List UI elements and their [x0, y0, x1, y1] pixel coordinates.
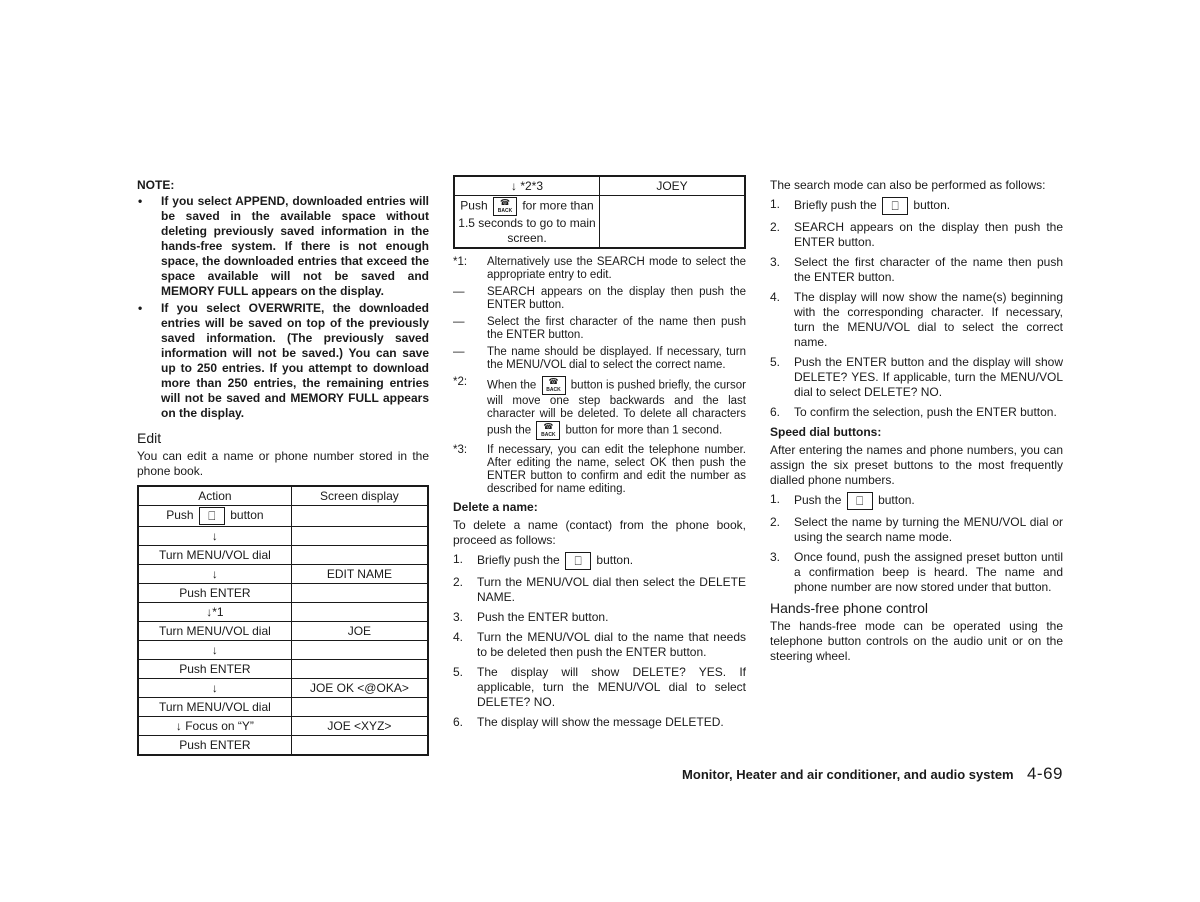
display-cell: JOE: [291, 622, 427, 641]
display-cell: [291, 527, 427, 546]
edit-intro: You can edit a name or phone number stored in the phone book.: [137, 449, 429, 478]
search-intro: The search mode can also be performed as follows:: [770, 178, 1046, 192]
action-cell: ↓ Focus on “Y”: [139, 717, 292, 736]
list-item: 5. Push the ENTER button and the display will show DELETE? YES. If applicable, turn the MENU/VOL dial to select DELETE? NO.: [770, 355, 1063, 399]
action-cell: Turn MENU/VOL dial: [139, 698, 292, 717]
display-cell: JOEY: [600, 177, 745, 196]
footnote: — SEARCH appears on the display then push the ENTER button.: [453, 286, 746, 311]
list-item: 2. Turn the MENU/VOL dial then select the DELETE NAME.: [453, 575, 746, 604]
table-row: [139, 679, 428, 698]
action-cell: Turn MENU/VOL dial: [139, 546, 292, 565]
left-column: [137, 178, 429, 756]
display-cell: [291, 546, 427, 565]
edit-heading: Edit: [137, 430, 162, 446]
display-cell: JOE OK <@OKA>: [291, 679, 427, 698]
handsfree-text: The hands-free mode can be operated using the telephone button controls on the audio unit or on the steering wheel.: [770, 619, 1063, 663]
search-steps: [770, 197, 1063, 420]
phonebook-icon: ⎕: [847, 492, 873, 510]
display-cell: [291, 698, 427, 717]
display-cell: [291, 736, 427, 755]
table-row: [455, 177, 745, 196]
col-header-action: Action: [139, 487, 292, 506]
note-list: [137, 194, 429, 421]
speed-dial-intro: After entering the names and phone numbers, you can assign the six preset buttons to the most frequently dialled phone numbers.: [770, 443, 1063, 487]
action-cell: ↓: [139, 641, 292, 660]
section-title: Monitor, Heater and air conditioner, and audio system: [682, 767, 1014, 782]
footnotes: [453, 256, 746, 496]
table-row: [139, 527, 428, 546]
list-item: 1. Briefly push the ⎕ button.: [453, 552, 634, 568]
bullet-icon: •: [138, 301, 143, 315]
table-row: [139, 717, 428, 736]
display-cell: [291, 641, 427, 660]
footnote: — Select the first character of the name then push the ENTER button.: [453, 316, 746, 341]
right-column: [770, 178, 1063, 664]
action-cell: ↓: [139, 565, 292, 584]
edit-table: [137, 485, 429, 756]
action-cell: ↓: [139, 679, 292, 698]
action-cell: ↓: [139, 527, 292, 546]
table-row: [455, 196, 745, 248]
table-row: [139, 736, 428, 755]
action-cell: Push ENTER: [139, 660, 292, 679]
table-header-row: [139, 487, 428, 506]
handsfree-heading: Hands-free phone control: [770, 600, 928, 616]
table-row: [139, 565, 428, 584]
middle-column: [453, 178, 746, 735]
list-item: 5. The display will show DELETE? YES. If applicable, turn the MENU/VOL dial to select DELETE? NO.: [453, 665, 746, 709]
phonebook-icon: ⎕: [199, 507, 225, 525]
list-item: 1. Briefly push the ⎕ button.: [770, 197, 951, 213]
action-cell: Push ENTER: [139, 584, 292, 603]
list-item: 3. Once found, push the assigned preset button until a confirmation beep is heard. The name and phone number are now stored under that button.: [770, 550, 1063, 594]
action-cell: Push ⎕ button: [139, 506, 292, 527]
table-row: [139, 622, 428, 641]
back-button-icon: ☎ BACK: [493, 197, 517, 216]
display-cell: [291, 506, 427, 527]
note-item: • If you select APPEND, downloaded entries will be saved in the available space without deleting previously saved information in the hands-free system. If there is not enough space, the downloaded entries that exceed the space available will not be saved and MEMORY FULL appears on the display.: [138, 194, 429, 298]
edit-table-continued: [453, 175, 746, 249]
display-cell: [291, 603, 427, 622]
list-item: 4. The display will now show the name(s) beginning with the corresponding character. If necessary, turn the MENU/VOL dial to select the correct name.: [770, 290, 1063, 349]
action-cell: Turn MENU/VOL dial: [139, 622, 292, 641]
delete-heading: Delete a name:: [453, 500, 538, 514]
list-item: 3. Select the first character of the name then push the ENTER button.: [770, 255, 1063, 284]
phonebook-icon: ⎕: [882, 197, 908, 215]
back-button-icon: ☎ BACK: [536, 421, 560, 440]
back-button-icon: ☎ BACK: [542, 376, 566, 395]
col-header-display: Screen display: [291, 487, 427, 506]
list-item: 6. To confirm the selection, push the ENTER button.: [770, 405, 1057, 419]
speed-dial-heading: Speed dial buttons:: [770, 425, 882, 439]
table-row: [139, 698, 428, 717]
note-item: • If you select OVERWRITE, the downloaded entries will be saved on top of the previously saved information. (The previously saved information will not be saved.) You can save up to 250 entries. If you attempt to download more than 250 entries, the remaining entries will not be saved and MEMORY FULL appears on the display.: [138, 301, 429, 420]
action-cell: Push ☎ BACK for more than 1.5 seconds to go to main screen.: [455, 196, 600, 248]
list-item: 1. Push the ⎕ button.: [770, 492, 915, 508]
display-cell: [291, 660, 427, 679]
table-row: [139, 660, 428, 679]
display-cell: EDIT NAME: [291, 565, 427, 584]
footnote: — The name should be displayed. If necessary, turn the MENU/VOL dial to select the correct name.: [453, 346, 746, 371]
footnote: *2: When the ☎ BACK button is pushed briefly, the cursor will move one step backwards and the last character will be deleted. To delete all characters push the ☎ BACK button for more than 1 second.: [453, 376, 746, 438]
display-cell: [291, 584, 427, 603]
delete-steps: [453, 552, 746, 730]
table-row: [139, 506, 428, 527]
list-item: 2. Select the name by turning the MENU/VOL dial or using the search name mode.: [770, 515, 1063, 544]
list-item: 2. SEARCH appears on the display then push the ENTER button.: [770, 220, 1063, 249]
display-cell: [600, 196, 745, 248]
page-footer: [682, 766, 1063, 783]
list-item: 4. Turn the MENU/VOL dial to the name that needs to be deleted then push the ENTER button.: [453, 630, 746, 659]
action-cell: ↓*1: [139, 603, 292, 622]
delete-intro: To delete a name (contact) from the phone book, proceed as follows:: [453, 518, 746, 547]
speed-dial-steps: [770, 492, 1063, 595]
list-item: 6. The display will show the message DELETED.: [453, 715, 724, 729]
note-label: NOTE:: [137, 178, 175, 192]
phonebook-icon: ⎕: [565, 552, 591, 570]
table-row: [139, 546, 428, 565]
footnote: *1: Alternatively use the SEARCH mode to select the appropriate entry to edit.: [453, 256, 746, 281]
action-cell: Push ENTER: [139, 736, 292, 755]
table-row: [139, 603, 428, 622]
action-cell: ↓ *2*3: [455, 177, 600, 196]
display-cell: JOE <XYZ>: [291, 717, 427, 736]
list-item: 3. Push the ENTER button.: [453, 610, 609, 624]
table-row: [139, 584, 428, 603]
table-row: [139, 641, 428, 660]
footnote: *3: If necessary, you can edit the telephone number. After editing the name, select OK then push the ENTER button to confirm and edit the number as described for name editing.: [453, 444, 746, 495]
bullet-icon: •: [138, 194, 143, 208]
page-number: 4-69: [1026, 764, 1063, 783]
